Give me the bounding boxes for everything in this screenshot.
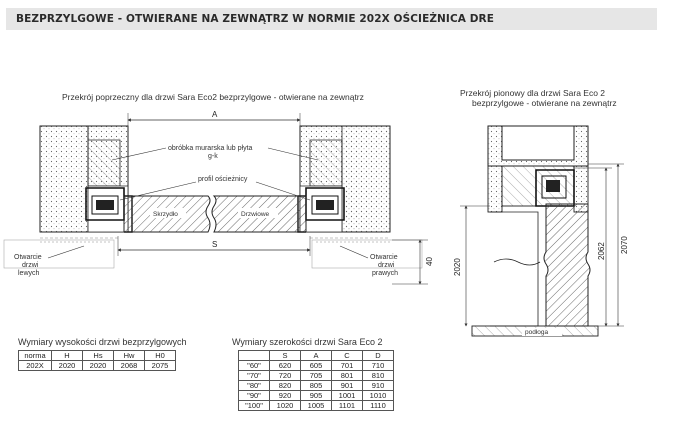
table-row xyxy=(19,361,176,371)
left-wall xyxy=(40,126,132,232)
width-header-a: A xyxy=(301,351,332,361)
right-wall xyxy=(298,126,390,232)
width-table-header-row xyxy=(239,351,394,361)
vertical-section xyxy=(472,126,598,336)
height-table xyxy=(18,350,176,371)
door-leaf-label-1: Skrzydło xyxy=(153,211,178,218)
table-cell: 901 xyxy=(332,381,363,391)
table-row xyxy=(239,381,394,391)
page-header: BEZPRZYLGOWE - OTWIERANE NA ZEWNĄTRZ W NORMIE 202X OŚCIEŻNICA DRE xyxy=(6,8,657,30)
floor-label: podłoga xyxy=(525,329,549,336)
width-table xyxy=(238,350,394,411)
table-cell: "100" xyxy=(239,401,270,411)
door-leaf-label-2: Drzwiowe xyxy=(241,211,270,218)
table-cell: 1001 xyxy=(332,391,363,401)
width-table-title: Wymiary szerokości drzwi Sara Eco 2 xyxy=(232,337,383,347)
note-gk: g-k xyxy=(208,153,218,160)
table-cell: 920 xyxy=(270,391,301,401)
table-cell: 2068 xyxy=(114,361,145,371)
right-section-title-1: Przekrój pionowy dla drzwi Sara Eco 2 xyxy=(460,88,606,98)
right-section-title-2: bezprzylgowe - otwierane na zewnątrz xyxy=(472,98,617,108)
table-row xyxy=(239,401,394,411)
table-row xyxy=(239,361,394,371)
left-opening-line-3: lewych xyxy=(18,270,40,277)
table-cell: 720 xyxy=(270,371,301,381)
right-opening-label xyxy=(340,246,398,277)
dim-40 xyxy=(392,240,434,284)
left-section-title: Przekrój poprzeczny dla drzwi Sara Eco2 bezprzylgowe - otwierane na zewnątrz xyxy=(62,92,364,102)
table-cell: 202X xyxy=(19,361,52,371)
dim-2070-label: 2070 xyxy=(620,236,629,254)
table-cell: 905 xyxy=(301,391,332,401)
height-table-title: Wymiary wysokości drzwi bezprzylgowych xyxy=(18,337,187,347)
note-plate: obróbka murarska lub płyta xyxy=(168,145,253,152)
height-header-norma: norma xyxy=(19,351,52,361)
left-opening-line-1: Otwarcie xyxy=(14,254,42,261)
table-cell: 910 xyxy=(363,381,394,391)
table-row xyxy=(239,371,394,381)
right-opening-line-3: prawych xyxy=(372,270,399,277)
right-opening-line-2: drzwi xyxy=(378,262,395,269)
height-header-h0: H0 xyxy=(145,351,176,361)
table-cell: 805 xyxy=(301,381,332,391)
height-table-header-row xyxy=(19,351,176,361)
width-header-d: D xyxy=(363,351,394,361)
table-cell: 620 xyxy=(270,361,301,371)
dim-2020 xyxy=(453,206,490,326)
height-header-hs: Hs xyxy=(83,351,114,361)
dim-a-label: A xyxy=(212,110,218,119)
table-cell: 701 xyxy=(332,361,363,371)
table-cell: "70" xyxy=(239,371,270,381)
table-row xyxy=(239,391,394,401)
door-leaf xyxy=(124,196,306,232)
dim-2020-label: 2020 xyxy=(453,258,462,276)
table-cell: 2020 xyxy=(83,361,114,371)
table-cell: 1005 xyxy=(301,401,332,411)
note-profile: profil ościeżnicy xyxy=(198,176,248,183)
dim-2070 xyxy=(588,164,629,326)
table-cell: 705 xyxy=(301,371,332,381)
height-header-hw: Hw xyxy=(114,351,145,361)
table-cell: "90" xyxy=(239,391,270,401)
table-cell: 2020 xyxy=(52,361,83,371)
table-cell: "80" xyxy=(239,381,270,391)
table-cell: 801 xyxy=(332,371,363,381)
width-header-c: C xyxy=(332,351,363,361)
height-header-h: H xyxy=(52,351,83,361)
table-cell: 1010 xyxy=(363,391,394,401)
table-cell: 1110 xyxy=(363,401,394,411)
width-header-blank xyxy=(239,351,270,361)
table-cell: 820 xyxy=(270,381,301,391)
left-opening-label xyxy=(14,246,84,277)
table-cell: 605 xyxy=(301,361,332,371)
table-cell: 1101 xyxy=(332,401,363,411)
dim-40-label: 40 xyxy=(425,257,434,266)
dim-s-label: S xyxy=(212,240,218,249)
dim-s xyxy=(118,236,310,256)
left-opening-line-2: drzwi xyxy=(22,262,39,269)
table-cell: "60" xyxy=(239,361,270,371)
width-header-s: S xyxy=(270,351,301,361)
table-cell: 810 xyxy=(363,371,394,381)
table-cell: 2075 xyxy=(145,361,176,371)
dim-2062-label: 2062 xyxy=(597,242,606,260)
table-cell: 1020 xyxy=(270,401,301,411)
table-cell: 710 xyxy=(363,361,394,371)
right-opening-line-1: Otwarcie xyxy=(370,254,398,261)
